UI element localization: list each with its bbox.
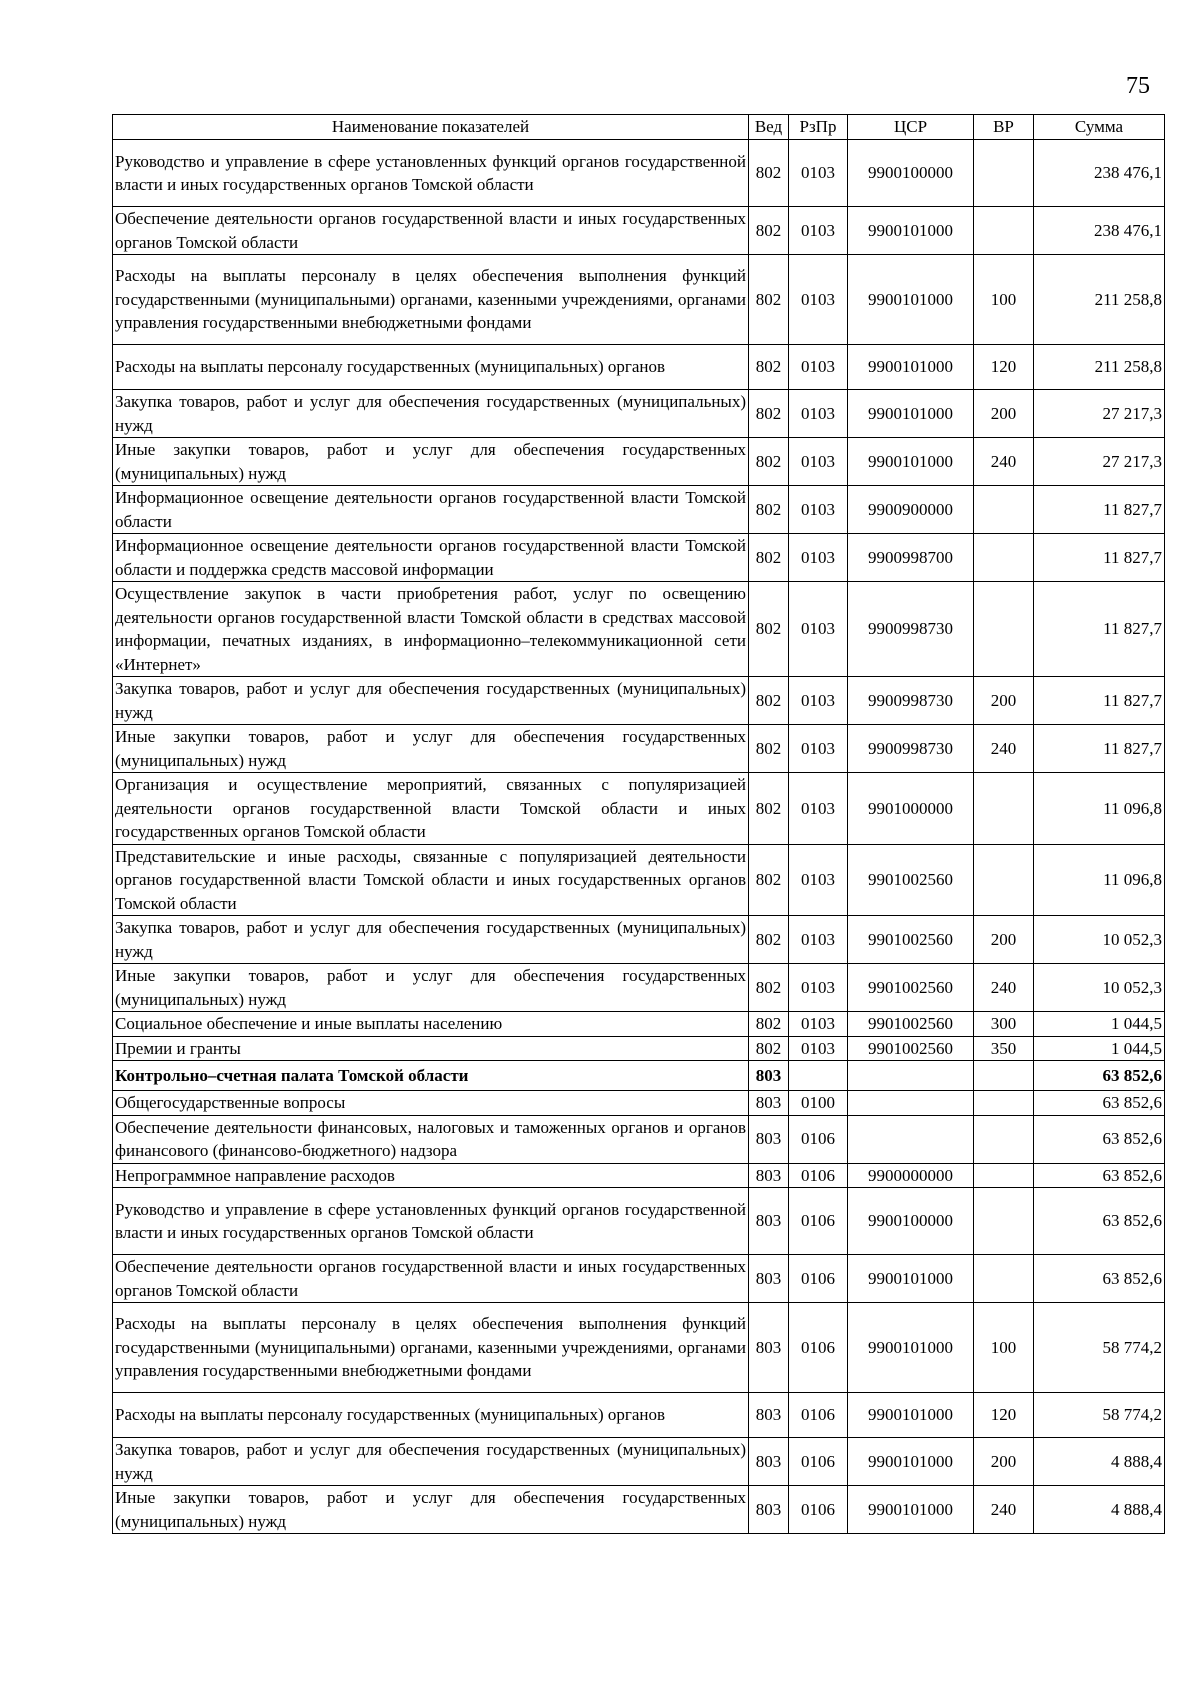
- cell-name: Информационное освещение деятельности органов государственной власти Томской области и поддержка средств массовой информации: [113, 534, 749, 582]
- cell-name: Непрограммное направление расходов: [113, 1163, 749, 1188]
- cell-vr: 200: [974, 677, 1034, 725]
- cell-ved: 802: [749, 207, 789, 255]
- budget-table: [112, 114, 1165, 1534]
- table-row: [113, 1486, 1165, 1534]
- cell-sum: 238 476,1: [1034, 207, 1165, 255]
- cell-rzpr: [789, 1061, 848, 1091]
- cell-ved: 802: [749, 1036, 789, 1061]
- cell-rzpr: 0103: [789, 534, 848, 582]
- cell-ved: 803: [749, 1163, 789, 1188]
- cell-name: Общегосударственные вопросы: [113, 1091, 749, 1116]
- cell-name: Закупка товаров, работ и услуг для обеспечения государственных (муниципальных) нужд: [113, 916, 749, 964]
- table-row: [113, 1091, 1165, 1116]
- cell-vr: 100: [974, 1303, 1034, 1393]
- cell-rzpr: 0103: [789, 345, 848, 390]
- cell-rzpr: 0106: [789, 1163, 848, 1188]
- cell-rzpr: 0103: [789, 677, 848, 725]
- cell-ved: 802: [749, 345, 789, 390]
- cell-vr: [974, 534, 1034, 582]
- cell-sum: 27 217,3: [1034, 438, 1165, 486]
- cell-sum: 58 774,2: [1034, 1303, 1165, 1393]
- cell-sum: 4 888,4: [1034, 1438, 1165, 1486]
- cell-name: Обеспечение деятельности органов государственной власти и иных государственных органов Томской области: [113, 1255, 749, 1303]
- table-row: [113, 1255, 1165, 1303]
- cell-ved: 802: [749, 534, 789, 582]
- cell-rzpr: 0103: [789, 844, 848, 916]
- cell-rzpr: 0103: [789, 255, 848, 345]
- cell-ved: 803: [749, 1255, 789, 1303]
- cell-ved: 802: [749, 1012, 789, 1037]
- cell-ved: 803: [749, 1091, 789, 1116]
- cell-sum: 11 096,8: [1034, 844, 1165, 916]
- table-row: [113, 964, 1165, 1012]
- cell-csr: 9900101000: [848, 1255, 974, 1303]
- table-row: [113, 140, 1165, 207]
- cell-name: Осуществление закупок в части приобретения работ, услуг по освещению деятельности органов государственной власти Томской области в средствах массовой информации, печатных изданиях, в информационно–телекоммуникационной сети «Интернет»: [113, 582, 749, 677]
- cell-vr: 240: [974, 1486, 1034, 1534]
- header-sum: Сумма: [1034, 115, 1165, 140]
- cell-sum: 63 852,6: [1034, 1115, 1165, 1163]
- cell-csr: 9900101000: [848, 207, 974, 255]
- cell-rzpr: 0103: [789, 582, 848, 677]
- cell-sum: 63 852,6: [1034, 1163, 1165, 1188]
- cell-csr: 9900100000: [848, 140, 974, 207]
- cell-rzpr: 0103: [789, 916, 848, 964]
- cell-vr: [974, 1061, 1034, 1091]
- cell-ved: 803: [749, 1393, 789, 1438]
- cell-rzpr: 0103: [789, 773, 848, 845]
- header-vr: ВР: [974, 115, 1034, 140]
- table-row: [113, 438, 1165, 486]
- cell-rzpr: 0106: [789, 1255, 848, 1303]
- table-row: [113, 582, 1165, 677]
- cell-name: Обеспечение деятельности финансовых, налоговых и таможенных органов и органов финансового (финансово-бюджетного) надзора: [113, 1115, 749, 1163]
- cell-csr: 9900998730: [848, 725, 974, 773]
- table-row: [113, 534, 1165, 582]
- table-row: [113, 1036, 1165, 1061]
- cell-sum: 10 052,3: [1034, 916, 1165, 964]
- cell-sum: 11 827,7: [1034, 486, 1165, 534]
- header-csr: ЦСР: [848, 115, 974, 140]
- cell-name: Расходы на выплаты персоналу в целях обеспечения выполнения функций государственными (муниципальными) органами, казенными учреждениями, органами управления государственными внебюджетными фондами: [113, 255, 749, 345]
- table-row: [113, 1163, 1165, 1188]
- cell-rzpr: 0103: [789, 207, 848, 255]
- table-row: [113, 207, 1165, 255]
- table-row: [113, 345, 1165, 390]
- cell-csr: [848, 1091, 974, 1116]
- cell-csr: [848, 1061, 974, 1091]
- table-row: [113, 1303, 1165, 1393]
- cell-rzpr: 0103: [789, 1036, 848, 1061]
- cell-rzpr: 0106: [789, 1438, 848, 1486]
- cell-vr: [974, 207, 1034, 255]
- cell-name: Иные закупки товаров, работ и услуг для обеспечения государственных (муниципальных) нужд: [113, 725, 749, 773]
- cell-vr: 200: [974, 1438, 1034, 1486]
- cell-csr: 9900998700: [848, 534, 974, 582]
- cell-vr: [974, 1188, 1034, 1255]
- cell-name: Социальное обеспечение и иные выплаты населению: [113, 1012, 749, 1037]
- table-row: [113, 916, 1165, 964]
- cell-name: Закупка товаров, работ и услуг для обеспечения государственных (муниципальных) нужд: [113, 677, 749, 725]
- cell-ved: 802: [749, 255, 789, 345]
- cell-ved: 802: [749, 140, 789, 207]
- cell-name: Иные закупки товаров, работ и услуг для обеспечения государственных (муниципальных) нужд: [113, 1486, 749, 1534]
- table-row: [113, 1393, 1165, 1438]
- cell-csr: 9900998730: [848, 677, 974, 725]
- cell-vr: 200: [974, 390, 1034, 438]
- cell-name: Информационное освещение деятельности органов государственной власти Томской области: [113, 486, 749, 534]
- cell-rzpr: 0103: [789, 1012, 848, 1037]
- cell-vr: 350: [974, 1036, 1034, 1061]
- table-row: [113, 844, 1165, 916]
- header-rzpr: РзПр: [789, 115, 848, 140]
- page-number: 75: [1126, 73, 1150, 99]
- cell-csr: 9900101000: [848, 390, 974, 438]
- cell-name: Контрольно–счетная палата Томской области: [113, 1061, 749, 1091]
- table-body: [113, 140, 1165, 1534]
- table-row: [113, 255, 1165, 345]
- cell-vr: [974, 773, 1034, 845]
- cell-ved: 803: [749, 1438, 789, 1486]
- cell-csr: 9900101000: [848, 438, 974, 486]
- cell-rzpr: 0103: [789, 964, 848, 1012]
- cell-name: Премии и гранты: [113, 1036, 749, 1061]
- cell-vr: [974, 1115, 1034, 1163]
- cell-vr: 240: [974, 438, 1034, 486]
- cell-sum: 211 258,8: [1034, 255, 1165, 345]
- cell-sum: 11 096,8: [1034, 773, 1165, 845]
- table-row: [113, 725, 1165, 773]
- cell-vr: [974, 486, 1034, 534]
- cell-sum: 238 476,1: [1034, 140, 1165, 207]
- cell-vr: [974, 1255, 1034, 1303]
- table-row: [113, 1061, 1165, 1091]
- cell-csr: 9900101000: [848, 1393, 974, 1438]
- cell-sum: 63 852,6: [1034, 1061, 1165, 1091]
- table-row: [113, 1115, 1165, 1163]
- cell-ved: 803: [749, 1303, 789, 1393]
- cell-vr: 300: [974, 1012, 1034, 1037]
- cell-ved: 803: [749, 1115, 789, 1163]
- cell-sum: 11 827,7: [1034, 534, 1165, 582]
- cell-vr: 120: [974, 1393, 1034, 1438]
- header-name: Наименование показателей: [113, 115, 749, 140]
- table-row: [113, 773, 1165, 845]
- cell-name: Представительские и иные расходы, связанные с популяризацией деятельности органов государственной власти Томской области и иных государственных органов Томской области: [113, 844, 749, 916]
- cell-csr: 9900900000: [848, 486, 974, 534]
- cell-vr: 100: [974, 255, 1034, 345]
- cell-csr: 9901002560: [848, 1036, 974, 1061]
- cell-vr: [974, 844, 1034, 916]
- cell-csr: [848, 1115, 974, 1163]
- table-row: [113, 1188, 1165, 1255]
- table-row: [113, 1012, 1165, 1037]
- cell-sum: 11 827,7: [1034, 725, 1165, 773]
- table-row: [113, 1438, 1165, 1486]
- cell-vr: [974, 140, 1034, 207]
- cell-name: Иные закупки товаров, работ и услуг для обеспечения государственных (муниципальных) нужд: [113, 438, 749, 486]
- cell-sum: 63 852,6: [1034, 1188, 1165, 1255]
- table-row: [113, 390, 1165, 438]
- cell-csr: 9900101000: [848, 1303, 974, 1393]
- cell-rzpr: 0106: [789, 1303, 848, 1393]
- cell-ved: 802: [749, 582, 789, 677]
- cell-csr: 9901002560: [848, 1012, 974, 1037]
- cell-vr: 240: [974, 964, 1034, 1012]
- table-row: [113, 486, 1165, 534]
- cell-csr: 9900101000: [848, 1486, 974, 1534]
- cell-csr: 9901000000: [848, 773, 974, 845]
- cell-ved: 802: [749, 438, 789, 486]
- cell-ved: 802: [749, 964, 789, 1012]
- cell-name: Закупка товаров, работ и услуг для обеспечения государственных (муниципальных) нужд: [113, 390, 749, 438]
- cell-csr: 9901002560: [848, 964, 974, 1012]
- cell-csr: 9900101000: [848, 1438, 974, 1486]
- cell-sum: 11 827,7: [1034, 582, 1165, 677]
- cell-name: Закупка товаров, работ и услуг для обеспечения государственных (муниципальных) нужд: [113, 1438, 749, 1486]
- cell-name: Обеспечение деятельности органов государственной власти и иных государственных органов Томской области: [113, 207, 749, 255]
- cell-ved: 802: [749, 773, 789, 845]
- cell-vr: [974, 1163, 1034, 1188]
- cell-csr: 9900000000: [848, 1163, 974, 1188]
- cell-sum: 1 044,5: [1034, 1012, 1165, 1037]
- cell-sum: 27 217,3: [1034, 390, 1165, 438]
- cell-rzpr: 0103: [789, 725, 848, 773]
- cell-csr: 9901002560: [848, 844, 974, 916]
- cell-rzpr: 0106: [789, 1115, 848, 1163]
- cell-ved: 802: [749, 725, 789, 773]
- cell-rzpr: 0103: [789, 438, 848, 486]
- cell-rzpr: 0106: [789, 1486, 848, 1534]
- cell-csr: 9900100000: [848, 1188, 974, 1255]
- cell-sum: 11 827,7: [1034, 677, 1165, 725]
- cell-sum: 1 044,5: [1034, 1036, 1165, 1061]
- cell-vr: [974, 1091, 1034, 1116]
- cell-ved: 802: [749, 486, 789, 534]
- table-header-row: [113, 115, 1165, 140]
- cell-vr: 120: [974, 345, 1034, 390]
- cell-sum: 63 852,6: [1034, 1091, 1165, 1116]
- cell-ved: 802: [749, 677, 789, 725]
- cell-ved: 802: [749, 390, 789, 438]
- cell-rzpr: 0103: [789, 390, 848, 438]
- cell-csr: 9900101000: [848, 255, 974, 345]
- cell-ved: 802: [749, 916, 789, 964]
- cell-csr: 9900998730: [848, 582, 974, 677]
- cell-name: Организация и осуществление мероприятий, связанных с популяризацией деятельности органов государственной власти Томской области и иных государственных органов Томской области: [113, 773, 749, 845]
- cell-ved: 803: [749, 1486, 789, 1534]
- cell-rzpr: 0106: [789, 1188, 848, 1255]
- cell-name: Расходы на выплаты персоналу в целях обеспечения выполнения функций государственными (муниципальными) органами, казенными учреждениями, органами управления государственными внебюджетными фондами: [113, 1303, 749, 1393]
- cell-ved: 803: [749, 1188, 789, 1255]
- cell-name: Руководство и управление в сфере установленных функций органов государственной власти и иных государственных органов Томской области: [113, 1188, 749, 1255]
- cell-sum: 63 852,6: [1034, 1255, 1165, 1303]
- cell-rzpr: 0103: [789, 486, 848, 534]
- cell-ved: 802: [749, 844, 789, 916]
- cell-csr: 9900101000: [848, 345, 974, 390]
- cell-rzpr: 0100: [789, 1091, 848, 1116]
- cell-csr: 9901002560: [848, 916, 974, 964]
- cell-sum: 4 888,4: [1034, 1486, 1165, 1534]
- cell-sum: 211 258,8: [1034, 345, 1165, 390]
- cell-vr: 240: [974, 725, 1034, 773]
- cell-sum: 10 052,3: [1034, 964, 1165, 1012]
- table-row: [113, 677, 1165, 725]
- cell-name: Руководство и управление в сфере установленных функций органов государственной власти и иных государственных органов Томской области: [113, 140, 749, 207]
- header-ved: Вед: [749, 115, 789, 140]
- cell-name: Иные закупки товаров, работ и услуг для обеспечения государственных (муниципальных) нужд: [113, 964, 749, 1012]
- cell-name: Расходы на выплаты персоналу государственных (муниципальных) органов: [113, 1393, 749, 1438]
- cell-rzpr: 0103: [789, 140, 848, 207]
- cell-rzpr: 0106: [789, 1393, 848, 1438]
- cell-vr: [974, 582, 1034, 677]
- cell-ved: 803: [749, 1061, 789, 1091]
- cell-name: Расходы на выплаты персоналу государственных (муниципальных) органов: [113, 345, 749, 390]
- cell-sum: 58 774,2: [1034, 1393, 1165, 1438]
- cell-vr: 200: [974, 916, 1034, 964]
